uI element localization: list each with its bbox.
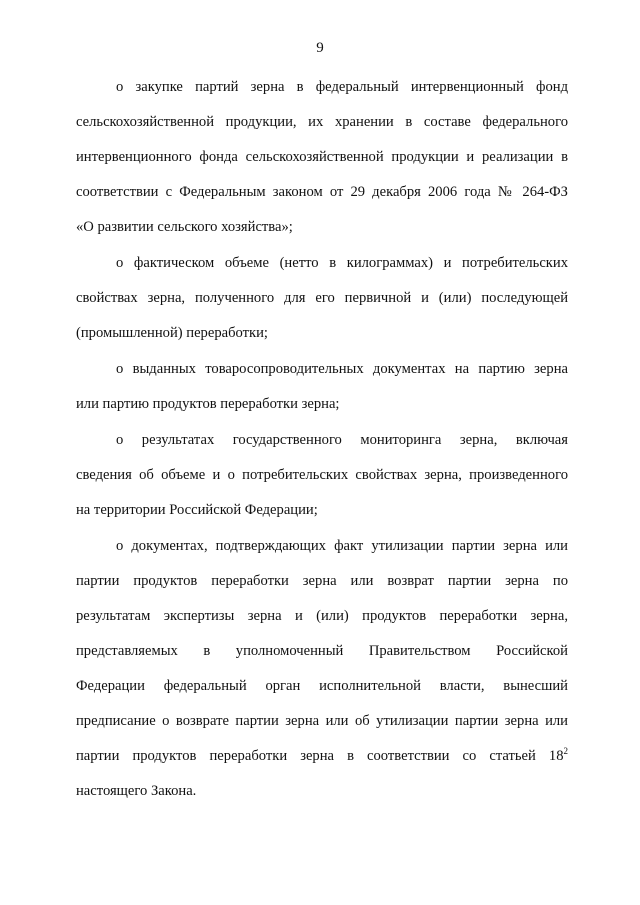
text-line: соответствии с Федеральным законом от 29 декабря 2006 года № 264-ФЗ xyxy=(76,184,568,200)
page-number: 9 xyxy=(316,40,324,56)
text-line: сведения об объеме и о потребительских свойствах зерна, произведенного xyxy=(76,467,568,483)
text-line: свойствах зерна, полученного для его первичной и (или) последующей xyxy=(76,290,568,306)
text-line: о результатах государственного мониторинга зерна, включая xyxy=(116,432,568,448)
text-line: результатам экспертизы зерна и (или) продуктов переработки зерна, xyxy=(76,608,568,624)
text-line: представляемых в уполномоченный Правительством Российской xyxy=(76,643,568,659)
paragraph-grain-purchase xyxy=(76,78,568,237)
paragraph-disposal-documents xyxy=(76,537,568,801)
text-line: сельскохозяйственной продукции, их хранении в составе федерального xyxy=(76,114,568,130)
text-line: интервенционного фонда сельскохозяйственной продукции и реализации в xyxy=(76,149,568,165)
text-line: настоящего Закона. xyxy=(76,783,197,799)
article-superscript: 2 xyxy=(563,746,568,756)
text-line: «О развитии сельского хозяйства»; xyxy=(76,219,293,235)
text-line: о фактическом объеме (нетто в килограммах) и потребительских xyxy=(116,255,568,271)
text-line: партии продуктов переработки зерна или возврат партии зерна по xyxy=(76,573,568,589)
text-line: о закупке партий зерна в федеральный интервенционный фонд xyxy=(116,79,568,95)
text-line: на территории Российской Федерации; xyxy=(76,502,318,518)
text-line: предписание о возврате партии зерна или об утилизации партии зерна или xyxy=(76,713,568,729)
text-line: (промышленной) переработки; xyxy=(76,325,268,341)
text-line: или партию продуктов переработки зерна; xyxy=(76,396,340,412)
document-body xyxy=(76,78,568,801)
text-line: о выданных товаросопроводительных документах на партию зерна xyxy=(116,361,568,377)
paragraph-monitoring-results xyxy=(76,431,568,520)
text-line-with-article-ref xyxy=(76,747,568,766)
text-line: Федерации федеральный орган исполнительной власти, вынесший xyxy=(76,678,568,694)
paragraph-actual-volume xyxy=(76,254,568,343)
paragraph-shipping-documents xyxy=(76,360,568,414)
text-line: о документах, подтверждающих факт утилизации партии зерна или xyxy=(116,538,568,554)
text-line: партии продуктов переработки зерна в соответствии со статьей 18 xyxy=(76,748,564,764)
